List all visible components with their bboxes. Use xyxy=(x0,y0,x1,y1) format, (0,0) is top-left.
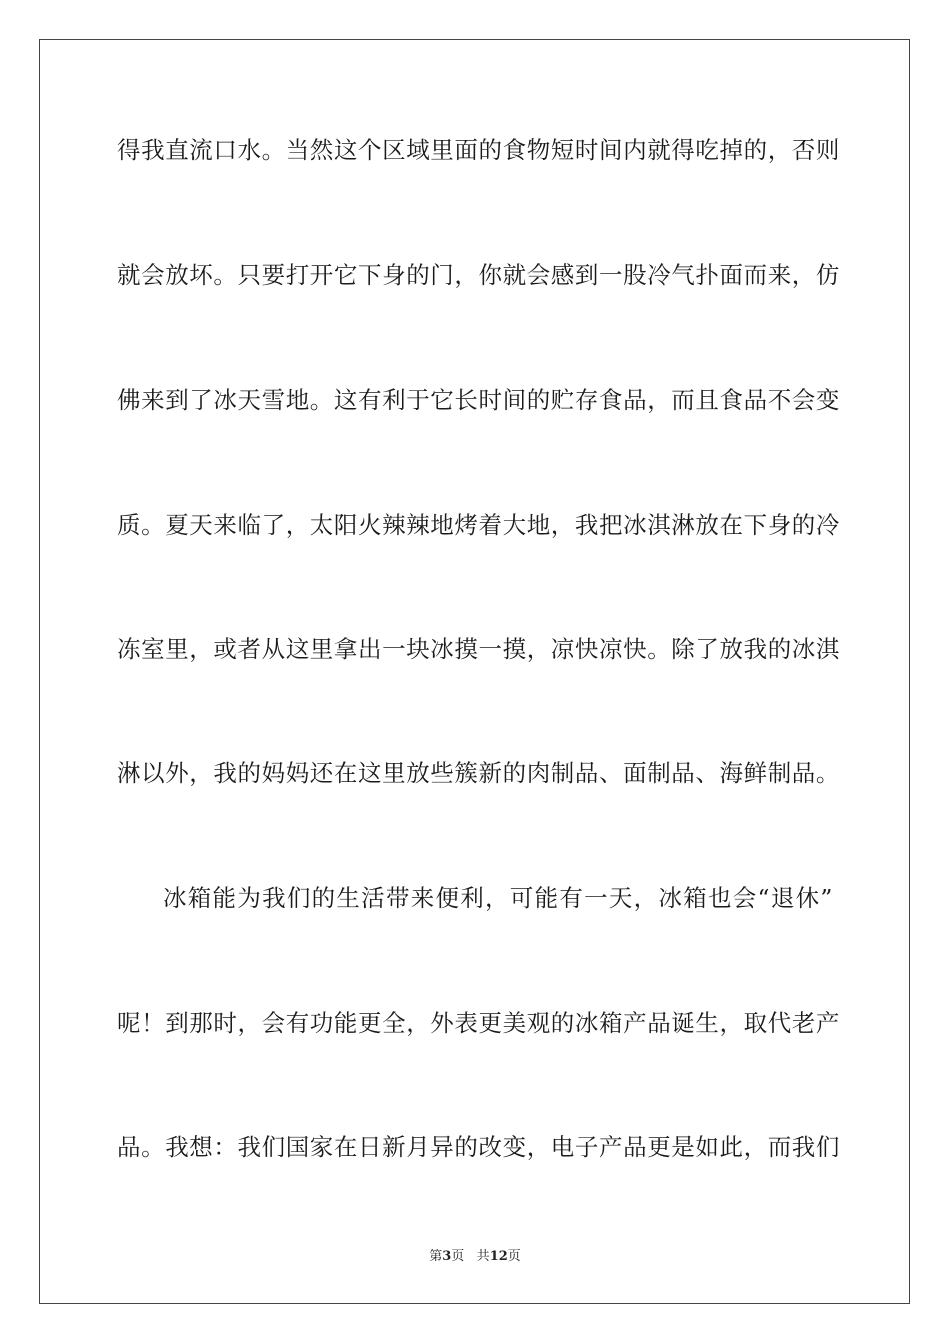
body-text-line: 呢！到那时，会有功能更全，外表更美观的冰箱产品诞生，取代老产 xyxy=(117,1009,840,1037)
paragraph-first-line: 冰箱能为我们的生活带来便利，可能有一天，冰箱也会“退休” xyxy=(163,884,833,912)
page-suffix: 页 xyxy=(451,1249,465,1264)
body-text-line: 冻室里，或者从这里拿出一块冰摸一摸，凉快凉快。除了放我的冰淇 xyxy=(117,635,840,663)
total-prefix: 共 xyxy=(476,1249,490,1264)
page-prefix: 第 xyxy=(429,1249,443,1264)
body-text-line: 淋以外，我的妈妈还在这里放些簇新的肉制品、面制品、海鲜制品。 xyxy=(117,759,840,787)
body-text-line: 质。夏天来临了，太阳火辣辣地烤着大地，我把冰淇淋放在下身的冷 xyxy=(117,511,840,539)
page-footer xyxy=(0,1248,950,1266)
total-pages-number: 12 xyxy=(489,1249,508,1264)
page-border xyxy=(39,39,910,1304)
total-suffix: 页 xyxy=(507,1249,521,1264)
body-text-line: 就会放坏。只要打开它下身的门，你就会感到一股冷气扑面而来，仿 xyxy=(117,261,840,289)
body-text-line: 品。我想：我们国家在日新月异的改变，电子产品更是如此，而我们 xyxy=(117,1133,840,1161)
current-page-number: 3 xyxy=(442,1249,452,1264)
body-text-line: 得我直流口水。当然这个区域里面的食物短时间内就得吃掉的，否则 xyxy=(117,136,840,164)
body-text-line: 佛来到了冰天雪地。这有利于它长时间的贮存食品，而且食品不会变 xyxy=(117,386,840,414)
